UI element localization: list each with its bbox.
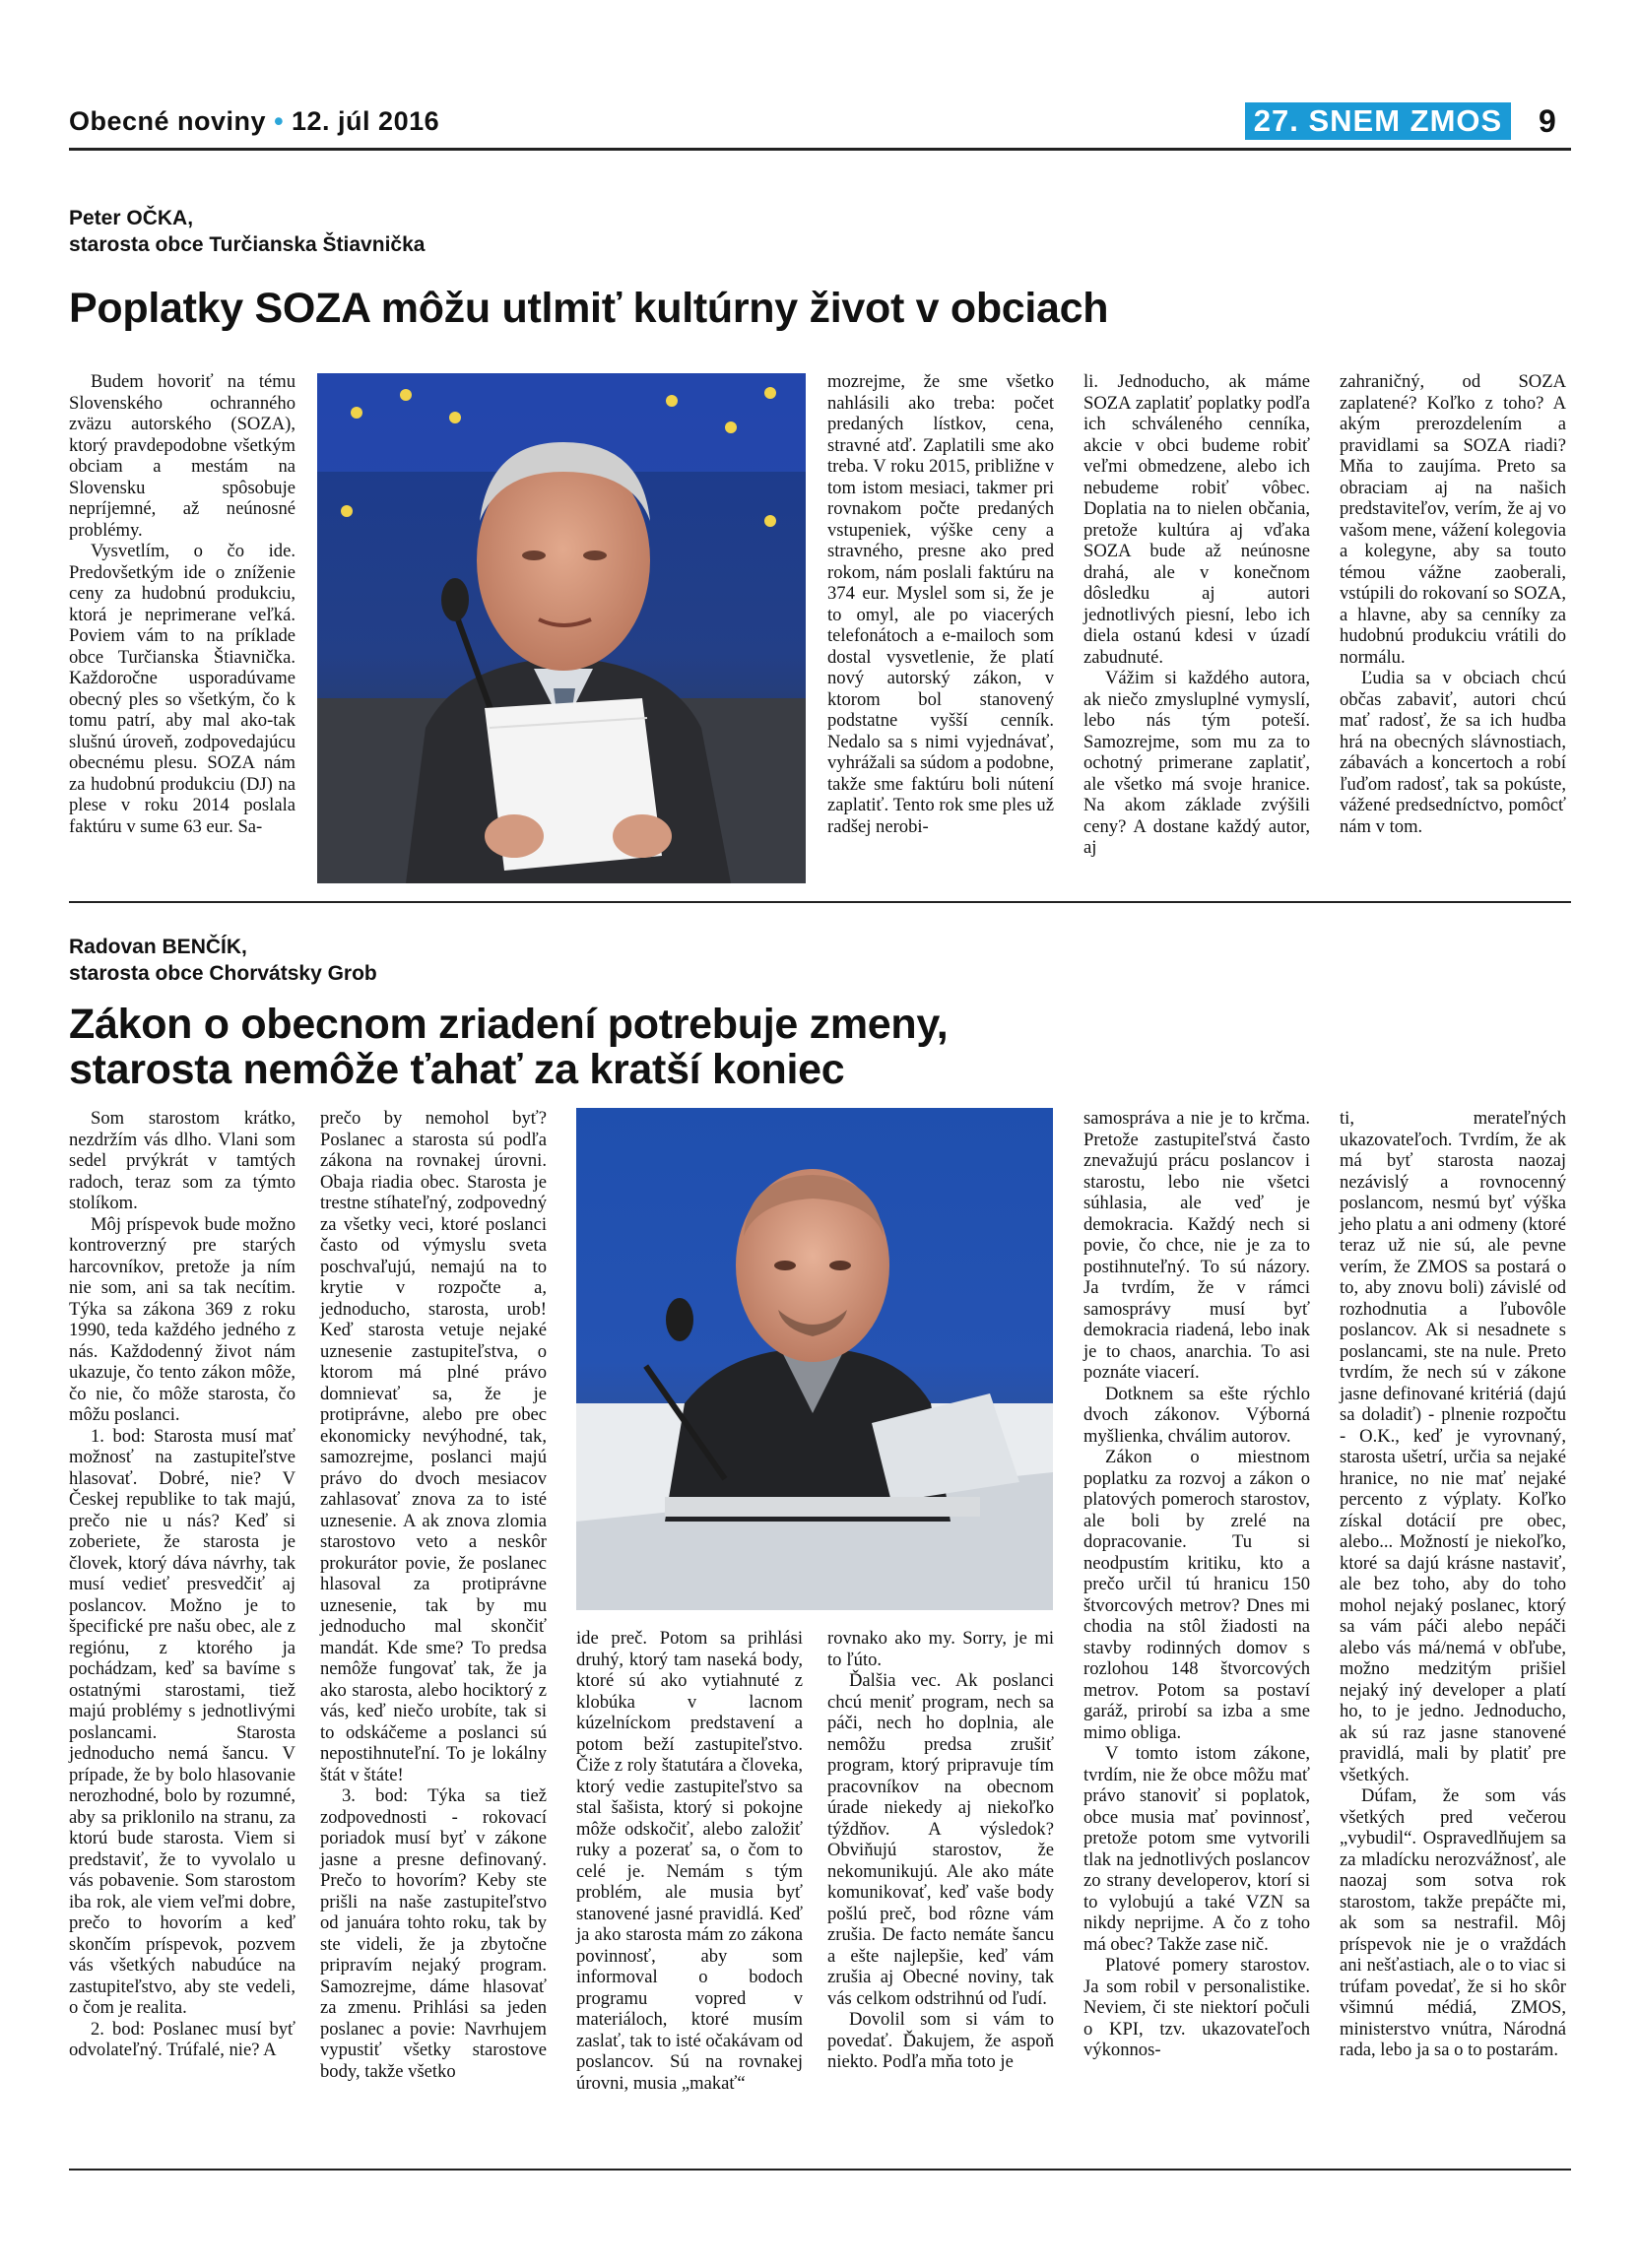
paragraph: samospráva a nie je to krčma. Pretože zastupiteľstvá často znevažujú prácu poslancov i starostu, lebo nie všetci súhlasia, ale veď je demokracia. Každý nech si povie, čo chce, nie je za to postihnuteľný. To sú názory. Ja tvrdím, že v rámci samosprávy musí byť demokracia riadená, lebo inak je to chaos, anarchia. To asi poznáte viacerí. [1083,1108,1310,1383]
article-divider [69,901,1571,903]
paragraph: Zákon o miestnom poplatku za rozvoj a zákon o platových pomeroch starostov, ale boli by zrelé na dopracovanie. Tu si neodpustím kritiku, kto a prečo určil tú hranicu 150 štvorcových metrov? Dnes mi chodia na stôl žiadosti na stavby rodinných domov s rozlohou 148 štvorcových metrov. Potom sa postaví garáž, prirobí sa izba a sme mimo obliga. [1083,1447,1310,1743]
article2-headline-line1: Zákon o obecnom zriadení potrebuje zmeny, [69,1001,949,1048]
speaker-portrait-photo-icon [317,373,806,883]
article2-column-6 [1340,1108,1566,2061]
article2-column-1 [69,1108,295,2061]
paragraph: Budem hovoriť na tému Slovenského ochranného zväzu autorského (SOZA), ktorý pravdepodobne všetkým obciam a mestám na Slovensku spôsobuje nepríjemné, až neúnosné problémy. [69,371,295,541]
article1-column-2 [827,371,1054,837]
paragraph: prečo by nemohol byť? Poslanec a starosta sú podľa zákona na rovnakej úrovni. Obaja riadia obec. Starosta je trestne stíhateľný, zodpovedný za všetky veci, ktoré poslanci často od výmyslu sveta poschvaľujú, nemajú na to krytie v rozpočte a, jednoducho, starosta, urob! Keď starosta vetuje nejaké uznesenie zastupiteľstva, o ktorom má plné právo domnievať sa, že je protiprávne, alebo pre obec ekonomicky nevýhodné, tak, samozrejme, poslanci majú právo do dvoch mesiacov zahlasovať znova za to isté uznesenie. A ak znova zlomia starostovo veto a neskôr prokurátor povie, že poslanec hlasoval za protiprávne uznesenie, tak by mu jednoducho mal skončiť mandát. Kde sme? To predsa nemôže fungovať tak, že ja ako starosta, alebo hociktorý z vás, keď niečo urobíte, tak si to odskáčeme a poslanci sú nepostihnuteľní. To je lokálny štát v štáte! [320,1108,547,1785]
article2-author [69,934,377,987]
article1-author [69,205,425,258]
article2-column-4 [827,1628,1054,2073]
section-badge: 27. SNEM ZMOS [1245,102,1511,140]
page-number: 9 [1539,103,1556,139]
article2-column-5 [1083,1108,1310,2061]
article1-author-role: starosta obce Turčianska Štiavnička [69,233,426,256]
paragraph: li. Jednoducho, ak máme SOZA zaplatiť poplatky podľa ich schváleného cenníka, akcie v obci budeme robiť veľmi obmedzene, alebo ich nebudeme robiť vôbec. Doplatia na to nielen občania, pretože kultúra aj vďaka SOZA bude až neúnosne drahá, ale v konečnom dôsledku aj autori jednotlivých piesní, lebo ich diela ostanú kdesi v úzadí zabudnuté. [1083,371,1310,668]
footer-rule [69,2169,1571,2171]
paragraph: Dovolil som si vám to povedať. Ďakujem, že aspoň niekto. Podľa mňa toto je [827,2009,1054,2072]
article1-column-3 [1083,371,1310,859]
article2-column-3 [576,1628,803,2094]
paragraph: zahraničný, od SOZA zaplatené? Koľko z toho? A akým prerozdelením a pravidlami sa SOZA riadi? Mňa to zaujíma. Preto sa obraciam aj na našich predstaviteľov, verím, že aj vo vašom mene, vážení kolegovia a kolegyne, aby sa touto témou vážne zaoberali, vstúpili do rokovaní so SOZA, a hlavne, aby sa cenníky za hudobnú produkciu vrátili do normálu. [1340,371,1566,668]
paragraph: ide preč. Potom sa prihlási druhý, ktorý tam naseká body, ktoré sú ako vytiahnuté z klobúka v lacnom kúzelníckom predstavení a potom beží zastupiteľstvo. Čiže z roly štatutára a človeka, ktorý vedie zastupiteľstvo sa stal šašista, ktorý si pokojne môže odskočiť, alebo založiť ruky a pozerať sa, o čom to celé je. Nemám s tým problém, ale musia byť stanovené jasné pravidlá. Keď ja ako starosta mám zo zákona povinnosť, aby som informoval o bodoch programu vopred v materiáloch, ktoré musím zaslať, tak to isté očakávam od poslancov. Sú na rovnakej úrovni, musia „makať“ [576,1628,803,2094]
paragraph: Ďalšia vec. Ak poslanci chcú meniť program, nech sa páči, nech ho doplnia, ale nemôžu predsa zrušiť program, ktorý pripravuje tím pracovníkov na obecnom úrade niekedy aj niekoľko týždňov. A výsledok? Obviňujú starostov, že nekomunikujú. Ale ako máte komunikovať, keď vaše body pošlú preč, bod rôzne vám zrušia. De facto nemáte šancu a ešte najlepšie, keď vám zrušia aj Obecné noviny, tak vás celkom odstrihnú od ľudí. [827,1670,1054,2009]
paragraph: Som starostom krátko, nezdržím vás dlho. Vlani som sedel prvýkrát v tamtých radoch, teraz som za týmto stolíkom. [69,1108,295,1213]
paragraph: Vážim si každého autora, ak niečo zmysluplné vymyslí, lebo nás tým poteší. Samozrejme, som mu za to ochotný primerane zaplatiť, ale všetko má svoje hranice. Na akom základe zvýšili ceny? A dostane každý autor, aj [1083,668,1310,858]
paragraph: Môj príspevok bude možno kontroverzný pre starých harcovníkov, pretože ja ním nie som, ani sa tak necítim. Týka sa zákona 369 z roku 1990, teda každého jedného z nás. Každodenný život nám ukazuje, čo tento zákon môže, čo nie, čo môže starosta, čo môžu poslanci. [69,1213,295,1425]
article2-photo [576,1108,1053,1610]
paragraph: V tomto istom zákone, tvrdím, nie že obce môžu mať právo stanoviť si poplatok, obce musia mať povinnosť, pretože potom sme vytvorili tlak na jednotlivých poslancov zo strany developerov, ktorí si to vylobujú a také VZN sa nikdy neprijme. A čo z toho má obec? Takže zase nič. [1083,1743,1310,1955]
article2-headline [69,1002,948,1092]
article1-column-4 [1340,371,1566,837]
article1-column-1 [69,371,295,837]
paragraph: rovnako ako my. Sorry, je mi to ľúto. [827,1628,1054,1670]
speaker-portrait-photo-icon [576,1108,1053,1610]
paper-masthead [69,106,439,137]
article1-photo [317,373,806,883]
paper-name: Obecné noviny [69,106,267,136]
paragraph: 1. bod: Starosta musí mať možnosť na zastupiteľstve hlasovať. Dobré, nie? V Českej republike to tak majú, prečo nie u nás? Keď si zoberiete, že starosta je človek, ktorý dáva návrhy, tak musí vedieť presvedčiť aj poslancov. Možno je to špecifické pre našu obec, ale z regiónu, z ktorého ja pochádzam, keď sa bavíme s ostatnými starostami, tiež majú problémy s jednotlivými poslancami. Starosta jednoducho nemá šancu. V prípade, že by bolo hlasovanie nerozhodné, bolo by rozumné, aby sa priklonilo na stranu, za ktorú bude starosta. Viem si predstaviť, že to vyvolalo u vás pobavenie. Som starostom iba rok, ale viem veľmi dobre, prečo to hovorím a keď skončím príspevok, pozvem vás všetkých nabudúce na zastupiteľstvo, aby ste vedeli, o čom je realita. [69,1425,295,2018]
paragraph: ti, merateľných ukazovateľoch. Tvrdím, že ak má byť starosta naozaj nezávislý a rovnocenný poslancom, nesmú byť výška jeho platu a ani odmeny (ktoré teraz už nie sú, ale pevne verím, že ZMOS sa postará o to, aby znovu boli) závislé od rozhodnutia a ľubovôle poslancov. Ak si nesadnete s poslancami, ste na nule. Preto tvrdím, že nech sú v zákone jasne definované kritériá (dajú sa doladiť) - plnenie rozpočtu - O.K., keď je vyrovnaný, starosta ušetrí, určia sa nejaké hranice, no nie mať nejaké percento z výplaty. Koľko získal dotácií pre obec, alebo... Možností je niekoľko, ktoré sa dajú krásne nastaviť, ale bez toho, aby do toho mohol nejaký poslanec, ktorý sa vám páči alebo nepáči alebo vás má/nemá v obľube, možno medzitým prišiel nejaký iný developer a platí ho, to je jedno. Jednoducho, ak sú raz jasne stanovené pravidlá, mali by platiť pre všetkých. [1340,1108,1566,1785]
paragraph: 2. bod: Poslanec musí byť odvolateľný. Trúfalé, nie? A [69,2018,295,2060]
issue-date: 12. júl 2016 [292,106,440,136]
paragraph: Ľudia sa v obciach chcú občas zabaviť, autori chcú mať radosť, že sa ich hudba hrá na obecných slávnostiach, zábavách a koncertoch a robí ľuďom radosť, tak sa pokúste, vážené predsedníctvo, pomôcť nám v tom. [1340,668,1566,837]
paragraph: Dotknem sa ešte rýchlo dvoch zákonov. Výborná myšlienka, chválim autorov. [1083,1383,1310,1447]
paragraph: 3. bod: Týka sa tiež zodpovednosti - rokovací poriadok musí byť v zákone jasne a presne definovaný. Prečo to hovorím? Keby ste prišli na naše zastupiteľstvo od januára tohto roku, tak by ste videli, že ja zbytočne pripravím nejaký program. Samozrejme, dáme hlasovať za zmenu. Prihlási sa jeden poslanec a povie: Navrhujem vypustiť všetky starostove body, takže všetko [320,1785,547,2082]
article1-author-name: Peter OČKA, [69,207,194,229]
article2-author-role: starosta obce Chorvátsky Grob [69,962,377,985]
header-rule [69,148,1571,151]
paragraph: mozrejme, že sme všetko nahlásili ako treba: počet predaných lístkov, cena, stravné atď. Zaplatili sme ako treba. V roku 2015, približne v tom istom mesiaci, takmer pri rovnakom počte predaných vstupeniek, výške ceny a stravného, presne ako pred rokom, nám poslali faktúru na 374 eur. Myslel som si, že je to omyl, ale po viacerých telefonátoch a e-mailoch som dostal vysvetlenie, že platí nový autorský zákon, v ktorom bol stanovený podstatne vyšší cenník. Nedalo sa s nimi vyjednávať, vyhrážali sa súdom a podobne, takže sme faktúru boli nútení zaplatiť. Tento rok sme ples už radšej nerobi- [827,371,1054,837]
paragraph: Dúfam, že som vás všetkých pred večerou „vybudil“. Ospravedlňujem sa za mladícku nerozvážnosť, ale naozaj som sotva rok starostom, takže prepáčte mi, ak som sa nestrafil. Môj príspevok nie je o vraždách ani nešťastiach, ale o to viac si trúfam povedať, že si ho skôr všimnú médiá, ZMOS, ministerstvo vnútra, Národná rada, lebo ja sa o to postarám. [1340,1785,1566,2060]
article2-column-2 [320,1108,547,2082]
article1-headline: Poplatky SOZA môžu utlmiť kultúrny život v obciach [69,285,1109,332]
article2-headline-line2: starosta nemôže ťahať za kratší koniec [69,1046,845,1093]
paragraph: Vysvetlím, o čo ide. Predovšetkým ide o zníženie ceny za hudobnú produkciu, ktorá je neprimerane veľká. Poviem vám to na príklade obce Turčianska Štiavnička. Každoročne usporadúvame obecný ples so všetkým, čo k tomu patrí, aby mal ako-tak slušnú úroveň, zodpovedajúcu obecnému plesu. SOZA nám za hudobnú produkciu (DJ) na plese v roku 2014 poslala faktúru v sume 63 eur. Sa- [69,541,295,837]
article2-author-name: Radovan BENČÍK, [69,936,247,958]
paragraph: Platové pomery starostov. Ja som robil v personalistike. Neviem, či ste niektorí počuli o KPI, tzv. ukazovateľoch výkonnos- [1083,1955,1310,2060]
separator-dot: • [274,106,285,136]
